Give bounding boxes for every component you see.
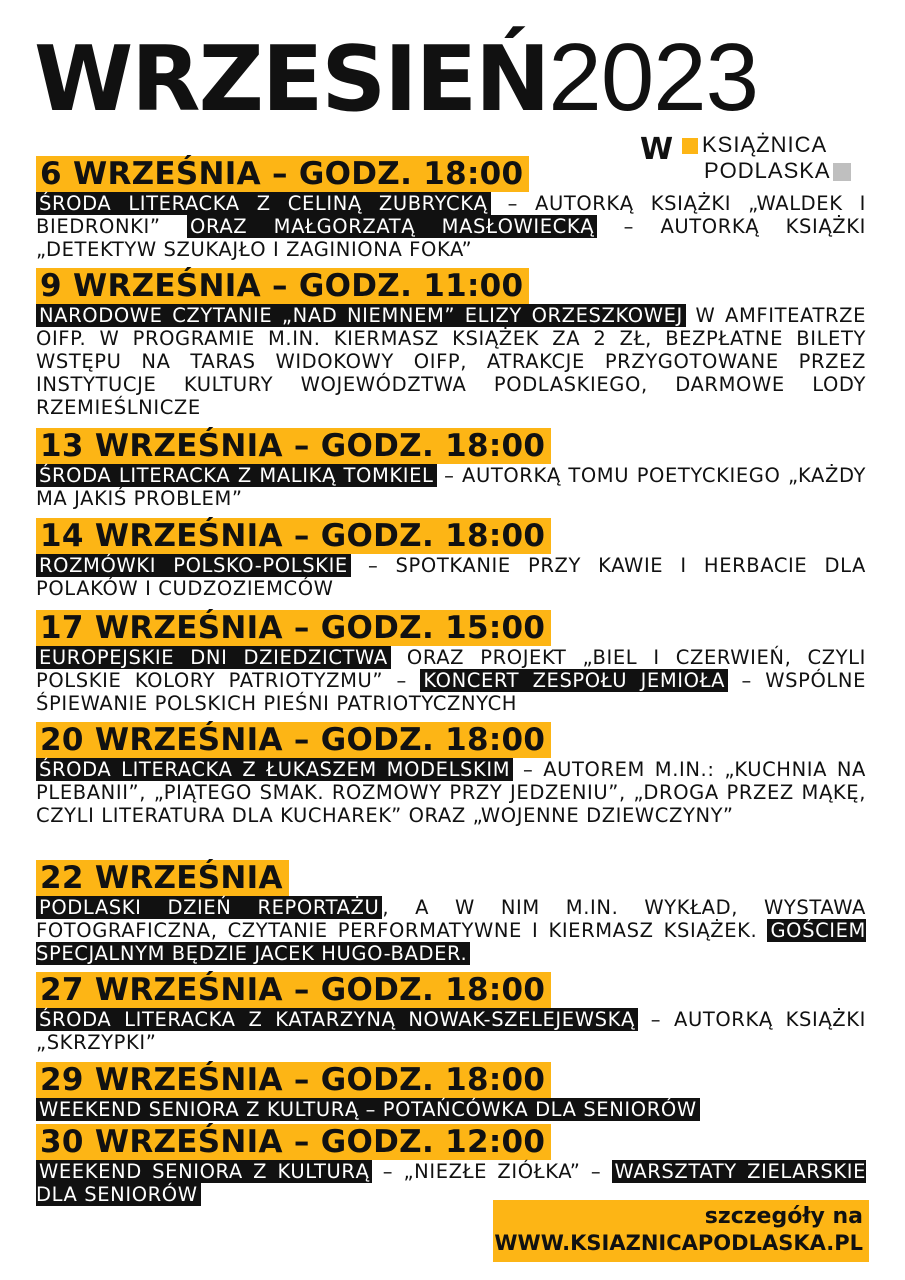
- event-highlight: WARSZTATY ZIELARSKIE DLA SENIORÓW: [36, 1160, 867, 1206]
- event-highlight: KONCERT ZESPOŁU JEMIOŁA: [420, 669, 728, 692]
- event-block: [36, 518, 866, 600]
- event-text: – AUTORKĄ KSIĄŻKI „DETEKTYW SZUKAJŁO I ZAGINIONA FOKA”: [36, 215, 866, 261]
- title-year: 2023: [548, 24, 758, 131]
- event-description: [36, 1098, 866, 1121]
- event-highlight: NARODOWE CZYTANIE „NAD NIEMNEM” ELIZY ORZESZKOWEJ: [36, 304, 686, 327]
- event-date: 20 WRZEŚNIA – GODZ. 18:00: [36, 722, 551, 758]
- event-description: [36, 304, 866, 419]
- event-highlight: ŚRODA LITERACKA Z KATARZYNĄ NOWAK-SZELEJEWSKĄ: [36, 1008, 638, 1031]
- event-description: [36, 896, 866, 965]
- event-text: – WSPÓLNE ŚPIEWANIE POLSKICH PIEŚNI PATRIOTYCZNYCH: [36, 669, 866, 715]
- event-date: 17 WRZEŚNIA – GODZ. 15:00: [36, 610, 551, 646]
- event-date: 30 WRZEŚNIA – GODZ. 12:00: [36, 1124, 551, 1160]
- event-date: 22 WRZEŚNIA: [36, 860, 289, 896]
- title-month: WRZESIEŃ: [34, 27, 549, 132]
- event-highlight: ŚRODA LITERACKA Z MALIKĄ TOMKIEL: [36, 464, 437, 487]
- event-description: [36, 464, 866, 510]
- event-highlight: WEEKEND SENIORA Z KULTURĄ – POTAŃCÓWKA DLA SENIORÓW: [36, 1098, 700, 1121]
- event-text: – AUTORKĄ KSIĄŻKI „WALDEK I BIEDRONKI”: [36, 192, 866, 238]
- event-text: – „NIEZŁE ZIÓŁKA” –: [372, 1160, 612, 1183]
- event-text: – AUTORKĄ KSIĄŻKI „SKRZYPKI”: [36, 1008, 867, 1054]
- website-link[interactable]: WWW.KSIAZNICAPODLASKA.PL: [494, 1231, 863, 1255]
- event-description: [36, 646, 866, 715]
- event-date: 14 WRZEŚNIA – GODZ. 18:00: [36, 518, 551, 554]
- event-highlight: WEEKEND SENIORA Z KULTURĄ: [36, 1160, 372, 1183]
- event-highlight: ORAZ MAŁGORZATĄ MASŁOWIECKĄ: [187, 215, 597, 238]
- event-block: [36, 610, 866, 715]
- event-highlight: ŚRODA LITERACKA Z ŁUKASZEM MODELSKIM: [36, 758, 513, 781]
- event-description: [36, 758, 866, 827]
- event-date: 29 WRZEŚNIA – GODZ. 18:00: [36, 1062, 551, 1098]
- event-description: [36, 192, 866, 261]
- event-highlight: PODLASKI DZIEŃ REPORTAŻU: [36, 896, 382, 919]
- event-block: [36, 156, 866, 261]
- event-text: ORAZ PROJEKT „BIEL I CZERWIEŃ, CZYLI POLSKIE KOLORY PATRIOTYZMU” –: [36, 646, 866, 692]
- page-title: [34, 24, 758, 132]
- footer-line1: szczegóły na: [704, 1204, 863, 1229]
- event-date: 9 WRZEŚNIA – GODZ. 11:00: [36, 268, 529, 304]
- event-date: 27 WRZEŚNIA – GODZ. 18:00: [36, 972, 551, 1008]
- logo-line1: KSIĄŻNICA: [702, 132, 828, 157]
- event-highlight: ROZMÓWKI POLSKO-POLSKIE: [36, 554, 351, 577]
- event-date: 13 WRZEŚNIA – GODZ. 18:00: [36, 428, 551, 464]
- event-block: [36, 972, 866, 1054]
- event-text: , A W NIM M.IN. WYKŁAD, WYSTAWA FOTOGRAFICZNA, CZYTANIE PERFORMATYWNE I KIERMASZ KSIĄŻEK.: [36, 896, 866, 942]
- event-description: [36, 554, 866, 600]
- event-highlight: EUROPEJSKIE DNI DZIEDZICTWA: [36, 646, 391, 669]
- event-block: [36, 860, 866, 965]
- event-block: [36, 428, 866, 510]
- event-description: [36, 1008, 866, 1054]
- event-block: [36, 1124, 866, 1206]
- logo-w: W: [640, 132, 674, 167]
- event-text: W AMFITEATRZE OIFP. W PROGRAMIE M.IN. KIERMASZ KSIĄŻEK ZA 2 ZŁ, BEZPŁATNE BILETY WSTĘPU NA TARAS WIDOKOWY OIFP, ATRAKCJE PRZYGOTOWANE PRZEZ INSTYTUCJE KULTURY WOJEWÓDZTWA PODLASKIEGO, DARMOWE LODY RZEMIEŚLNICZE: [36, 304, 866, 419]
- event-text: – AUTORKĄ TOMU POETYCKIEGO „KAŻDY MA JAKIŚ PROBLEM”: [36, 464, 867, 510]
- event-block: [36, 1062, 866, 1121]
- logo-yellow-square-icon: [682, 138, 698, 154]
- event-text: – SPOTKANIE PRZY KAWIE I HERBACIE DLA POLAKÓW I CUDZOZIEMCÓW: [36, 554, 866, 600]
- event-highlight: GOŚCIEM SPECJALNYM BĘDZIE JACEK HUGO-BADER.: [36, 919, 866, 965]
- event-block: [36, 268, 866, 419]
- footer-details: [493, 1200, 869, 1262]
- event-date: 6 WRZEŚNIA – GODZ. 18:00: [36, 156, 529, 192]
- event-highlight: ŚRODA LITERACKA Z CELINĄ ZUBRYCKĄ: [36, 192, 491, 215]
- event-text: – AUTOREM M.IN.: „KUCHNIA NA PLEBANII”, „PIĄTEGO SMAK. ROZMOWY PRZY JEDZENIU”, „DROGA PRZEZ MĄKĘ, CZYLI LITERATURA DLA KUCHAREK” ORAZ „WOJENNE DZIEWCZYNY”: [36, 758, 866, 827]
- logo-line2: PODLASKA: [704, 158, 831, 183]
- event-block: [36, 722, 866, 827]
